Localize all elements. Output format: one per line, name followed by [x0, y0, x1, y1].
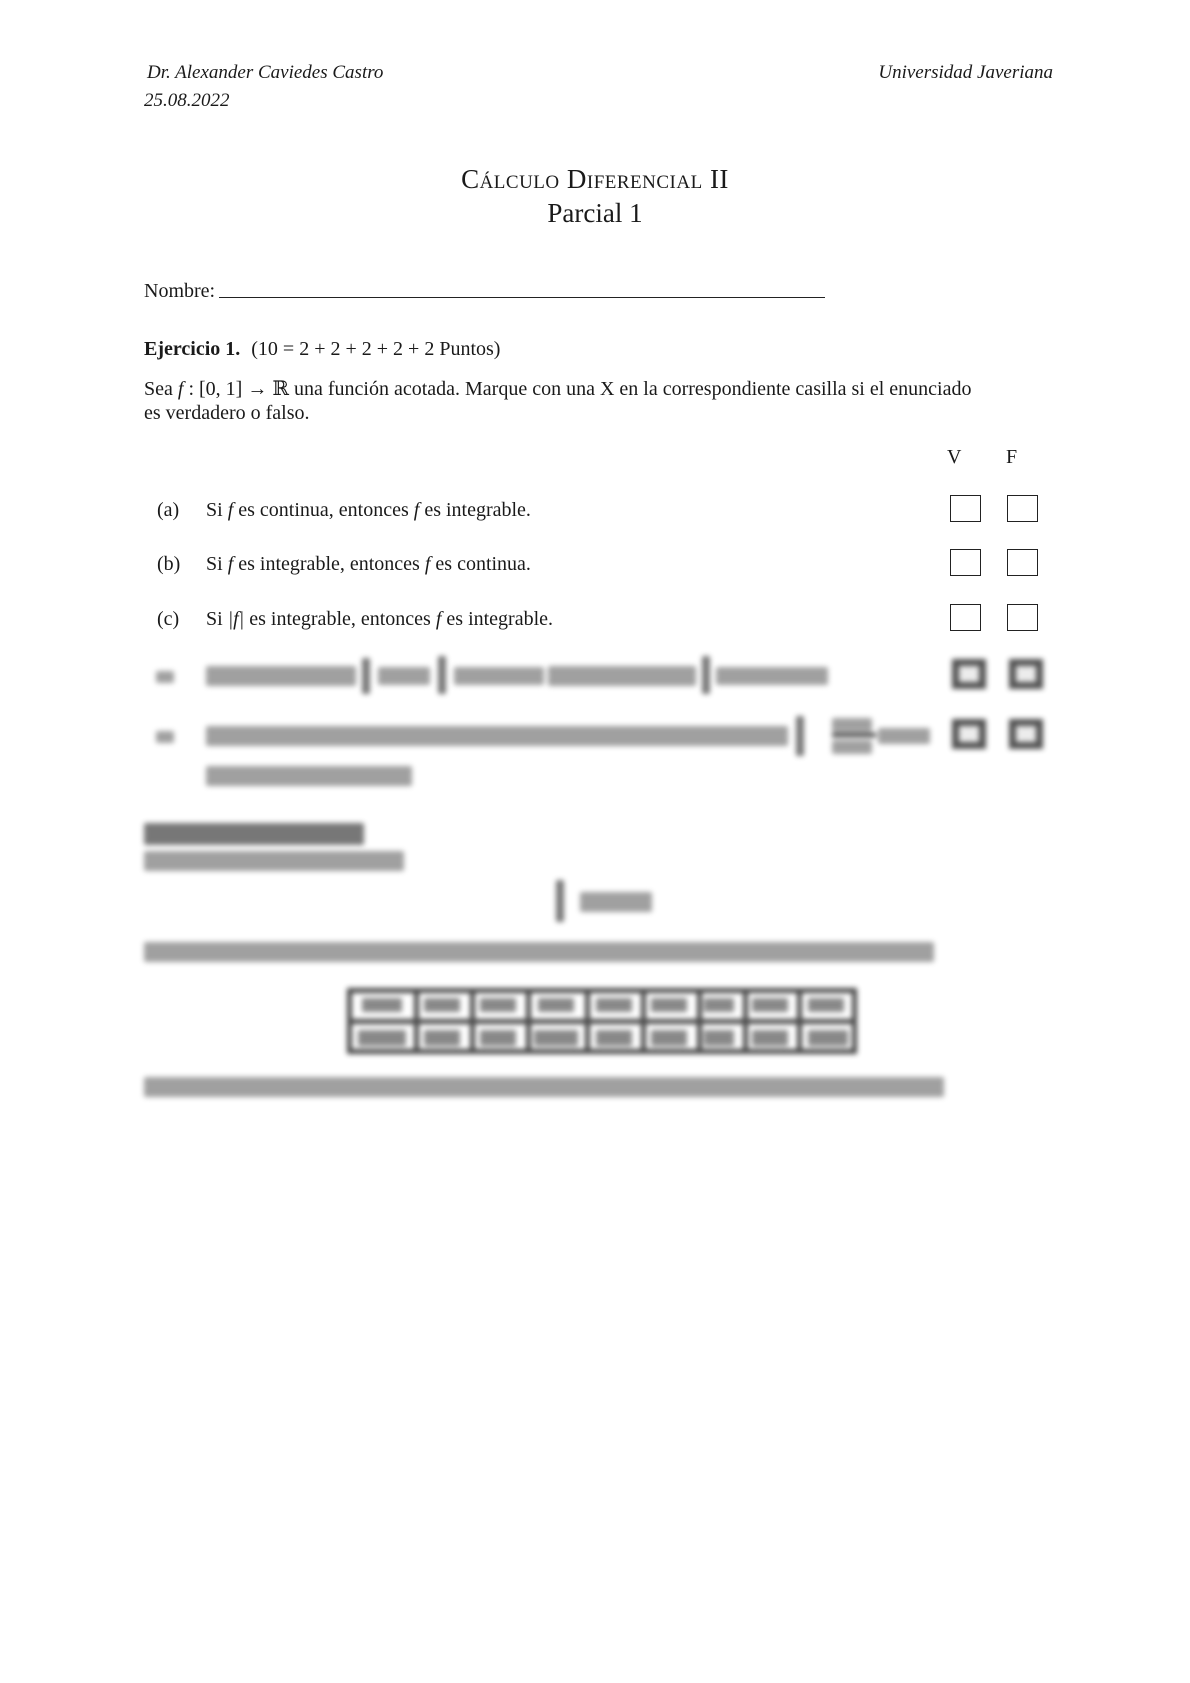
- item-b-var1: f: [227, 553, 234, 575]
- exercise1-points: (10 = 2 + 2 + 2 + 2 + 2 Puntos): [251, 338, 501, 360]
- item-b-var2: f: [424, 553, 431, 575]
- exam-title: Parcial 1: [547, 198, 643, 228]
- item-c-t2: es integrable, entonces: [249, 608, 431, 630]
- item-b-false-checkbox[interactable]: [1007, 549, 1038, 576]
- item-c-text: [206, 608, 553, 631]
- header-author: Dr. Alexander Caviedes Castro: [147, 62, 384, 83]
- exercise1-intro-line2: es verdadero o falso.: [144, 402, 310, 424]
- intro-f: f: [177, 378, 184, 400]
- item-b-t1: Si: [206, 553, 223, 575]
- item-a-t2: es continua, entonces: [238, 499, 409, 521]
- intro-sea: Sea: [144, 378, 173, 400]
- item-a-text: [206, 499, 531, 522]
- item-c-false-checkbox[interactable]: [1007, 604, 1038, 631]
- column-v-header: V: [947, 446, 962, 468]
- item-c-t3: es integrable.: [446, 608, 554, 630]
- item-c-var1: |f|: [227, 608, 245, 630]
- item-a-false-checkbox[interactable]: [1007, 495, 1038, 522]
- exercise1-intro-line1: [144, 376, 971, 401]
- item-b-label: (b): [157, 553, 181, 575]
- illegible-region: [0, 640, 1190, 1100]
- item-a-t3: es integrable.: [424, 499, 531, 521]
- name-line[interactable]: [219, 297, 825, 298]
- intro-domain: [0, 1] → ℝ: [199, 378, 289, 400]
- exercise1-heading-line: [144, 338, 500, 361]
- item-a-t1: Si: [206, 499, 223, 521]
- intro-colon: :: [188, 378, 195, 400]
- item-a-var2: f: [413, 499, 420, 521]
- item-a-label: (a): [157, 499, 180, 521]
- item-c-true-checkbox[interactable]: [950, 604, 981, 631]
- header-institution: Universidad Javeriana: [878, 62, 1053, 83]
- name-label: Nombre:: [144, 280, 216, 302]
- item-b-text: [206, 553, 531, 576]
- header-date: 25.08.2022: [144, 90, 230, 111]
- column-f-header: F: [1006, 446, 1018, 468]
- item-c-var2: f: [435, 608, 442, 630]
- item-b-t3: es continua.: [435, 553, 531, 575]
- exercise1-heading: Ejercicio 1.: [144, 338, 241, 360]
- item-c-t1: Si: [206, 608, 223, 630]
- item-b-true-checkbox[interactable]: [950, 549, 981, 576]
- item-c-label: (c): [157, 608, 180, 630]
- item-b-t2: es integrable, entonces: [238, 553, 420, 575]
- course-title: Cálculo Diferencial II: [461, 164, 729, 194]
- item-a-true-checkbox[interactable]: [950, 495, 981, 522]
- intro-rest: una función acotada. Marque con una X en la correspondiente casilla si el enunciado: [293, 378, 972, 400]
- item-a-var1: f: [227, 499, 234, 521]
